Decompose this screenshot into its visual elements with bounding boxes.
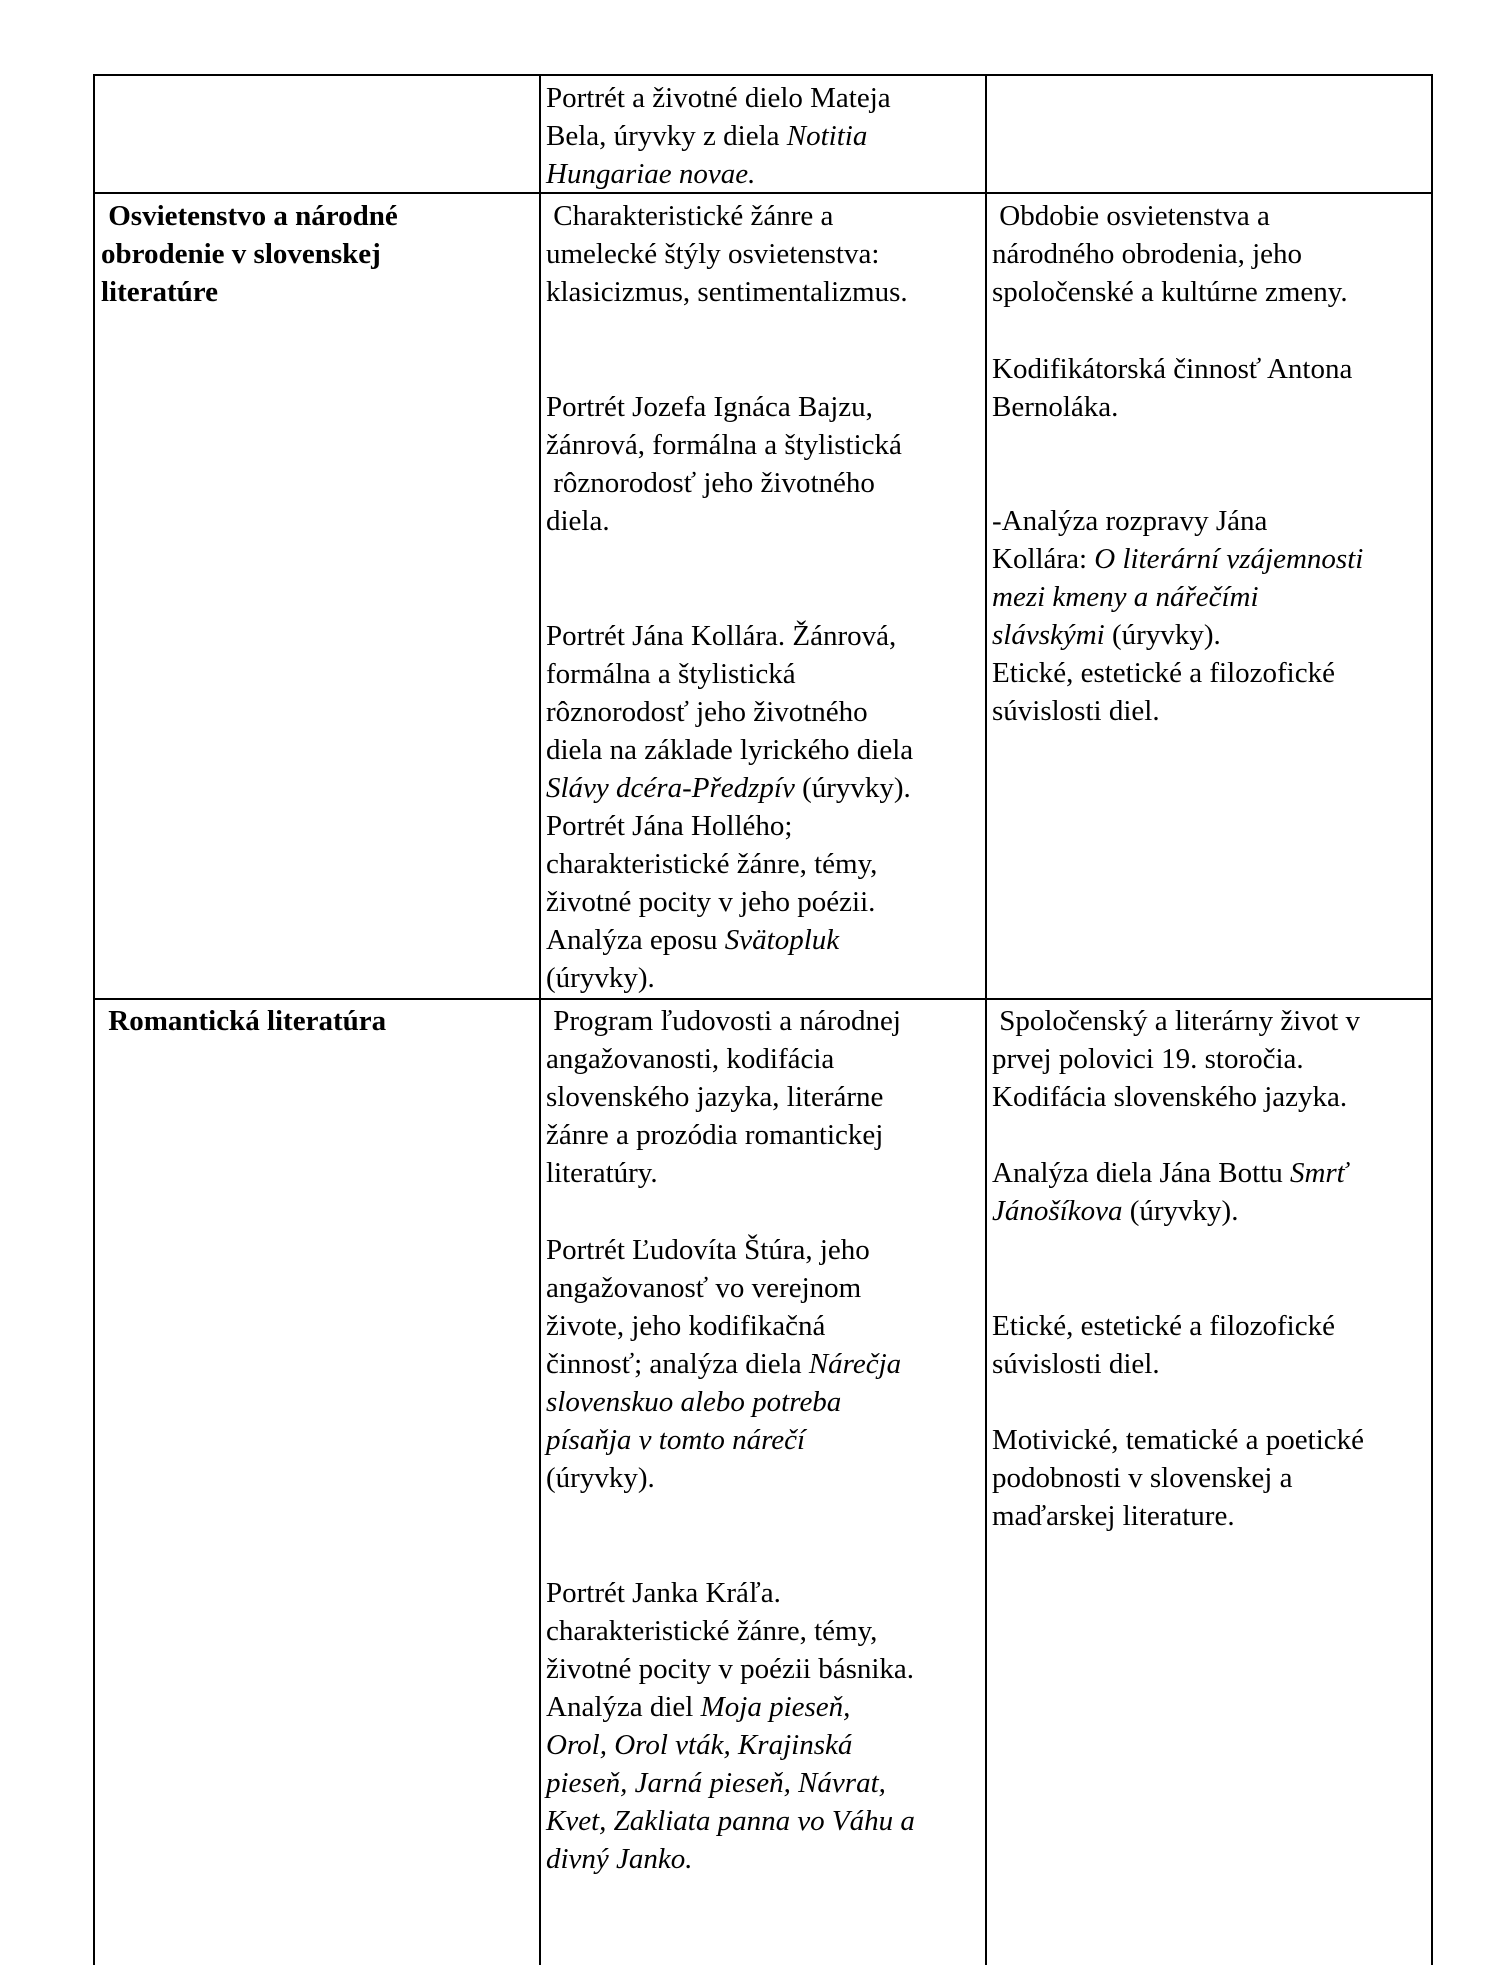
cell-text — [992, 541, 1363, 579]
text-run: Analýza diel — [546, 1691, 701, 1723]
italic-title: Nárečja — [808, 1348, 902, 1380]
italic-title: Jánošíkova — [992, 1195, 1123, 1227]
cell-text: žánre a prozódia romantickej — [546, 1119, 884, 1151]
cell-text — [992, 1155, 1347, 1193]
text-run: Analýza eposu — [546, 924, 725, 956]
text-run: Kollára: — [992, 543, 1095, 575]
cell-text: angažovanosť vo verejnom — [546, 1272, 862, 1304]
italic-title: mezi kmeny a nářečími — [992, 581, 1259, 613]
cell-text: životné pocity v jeho poézii. — [546, 886, 876, 918]
text-run: (úryvky). — [1104, 619, 1221, 651]
cell-text: súvislosti diel. — [992, 1348, 1160, 1380]
cell-text: životné pocity v poézii básnika. — [546, 1653, 915, 1685]
cell-text: charakteristické žánre, témy, — [546, 1615, 878, 1647]
topic-heading: literatúre — [101, 276, 219, 308]
text-run: Analýza diela Jána Bottu — [992, 1157, 1290, 1189]
cell-text: Bernoláka. — [992, 391, 1119, 423]
italic-title: pieseň, Jarná pieseň, Návrat, — [546, 1767, 886, 1799]
cell-text: Kodifikátorská činnosť Antona — [992, 353, 1353, 385]
cell-text — [546, 1346, 901, 1384]
topic-heading: obrodenie v slovenskej — [101, 238, 381, 270]
cell-text: Kodifácia slovenského jazyka. — [992, 1081, 1348, 1113]
cell-text: Motivické, tematické a poetické — [992, 1424, 1365, 1456]
topic-heading: Romantická literatúra — [101, 1005, 387, 1037]
cell-text: Portrét Janka Kráľa. — [546, 1577, 781, 1609]
italic-title: Svätopluk — [724, 924, 840, 956]
text-run: (úryvky). — [794, 772, 911, 804]
italic-title: Notitia — [786, 120, 868, 152]
table-border-right — [1431, 74, 1433, 1965]
cell-text: spoločenské a kultúrne zmeny. — [992, 276, 1348, 308]
italic-title: Hungariae novae. — [546, 158, 756, 190]
cell-text: rôznorodosť jeho životného — [546, 467, 875, 499]
italic-title: O literární vzájemnosti — [1094, 543, 1364, 575]
cell-text: charakteristické žánre, témy, — [546, 848, 878, 880]
cell-text: umelecké štýly osvietenstva: — [546, 238, 880, 270]
cell-text — [546, 922, 839, 960]
cell-text: Portrét Jána Kollára. Žánrová, — [546, 620, 897, 652]
cell-text: Portrét Jozefa Ignáca Bajzu, — [546, 391, 873, 423]
italic-title: Orol, Orol vták, Krajinská — [546, 1729, 853, 1761]
topic-heading: Osvietenstvo a národné — [101, 200, 398, 232]
cell-text: (úryvky). — [546, 1462, 655, 1494]
cell-text — [546, 770, 911, 808]
cell-text: Portrét Jána Hollého; — [546, 810, 793, 842]
cell-text: živote, jeho kodifikačná — [546, 1310, 826, 1342]
table-border-top — [93, 74, 1433, 76]
column-divider-1 — [539, 74, 541, 1965]
text-run: Bela, úryvky z diela — [546, 120, 787, 152]
row-divider-2 — [93, 998, 1433, 1000]
cell-text: Program ľudovosti a národnej — [546, 1005, 901, 1037]
italic-title: slávskými — [992, 619, 1105, 651]
cell-text: súvislosti diel. — [992, 695, 1160, 727]
cell-text: Obdobie osvietenstva a — [992, 200, 1270, 232]
text-run: činnosť; analýza diela — [546, 1348, 809, 1380]
cell-text — [546, 1689, 850, 1727]
table-border-left — [93, 74, 95, 1965]
italic-title: Smrť — [1289, 1157, 1348, 1189]
cell-text: rôznorodosť jeho životného — [546, 696, 868, 728]
cell-text: žánrová, formálna a štylistická — [546, 429, 902, 461]
cell-text: maďarskej literature. — [992, 1500, 1235, 1532]
cell-text — [546, 118, 867, 156]
cell-text: formálna a štylistická — [546, 658, 796, 690]
cell-text: diela. — [546, 505, 610, 537]
cell-text: podobnosti v slovenskej a — [992, 1462, 1293, 1494]
row-divider-1 — [93, 192, 1433, 194]
cell-text: slovenského jazyka, literárne — [546, 1081, 884, 1113]
cell-text: Etické, estetické a filozofické — [992, 657, 1335, 689]
cell-text: -Analýza rozpravy Jána — [992, 505, 1268, 537]
cell-text: klasicizmus, sentimentalizmus. — [546, 276, 908, 308]
italic-title: slovenskuo alebo potreba — [546, 1386, 842, 1418]
cell-text: národného obrodenia, jeho — [992, 238, 1303, 270]
cell-text: angažovanosti, kodifácia — [546, 1043, 835, 1075]
italic-title: Moja pieseň, — [700, 1691, 851, 1723]
cell-text: Etické, estetické a filozofické — [992, 1310, 1335, 1342]
italic-title: divný Janko. — [546, 1843, 693, 1875]
cell-text — [992, 617, 1221, 655]
cell-text: Portrét a životné dielo Mateja — [546, 82, 891, 114]
cell-text — [992, 1193, 1238, 1231]
italic-title: písaňja v tomto nárečí — [546, 1424, 806, 1456]
text-run: (úryvky). — [1122, 1195, 1239, 1227]
cell-text: literatúry. — [546, 1157, 658, 1189]
cell-text: Spoločenský a literárny život v — [992, 1005, 1361, 1037]
italic-title: Slávy dcéra-Předzpív — [546, 772, 795, 804]
cell-text: prvej polovici 19. storočia. — [992, 1043, 1304, 1075]
cell-text: diela na základe lyrického diela — [546, 734, 914, 766]
italic-title: Kvet, Zakliata panna vo Váhu a — [546, 1805, 915, 1837]
cell-text: (úryvky). — [546, 962, 655, 994]
cell-text: Charakteristické žánre a — [546, 200, 834, 232]
column-divider-2 — [985, 74, 987, 1965]
cell-text: Portrét Ľudovíta Štúra, jeho — [546, 1234, 870, 1266]
